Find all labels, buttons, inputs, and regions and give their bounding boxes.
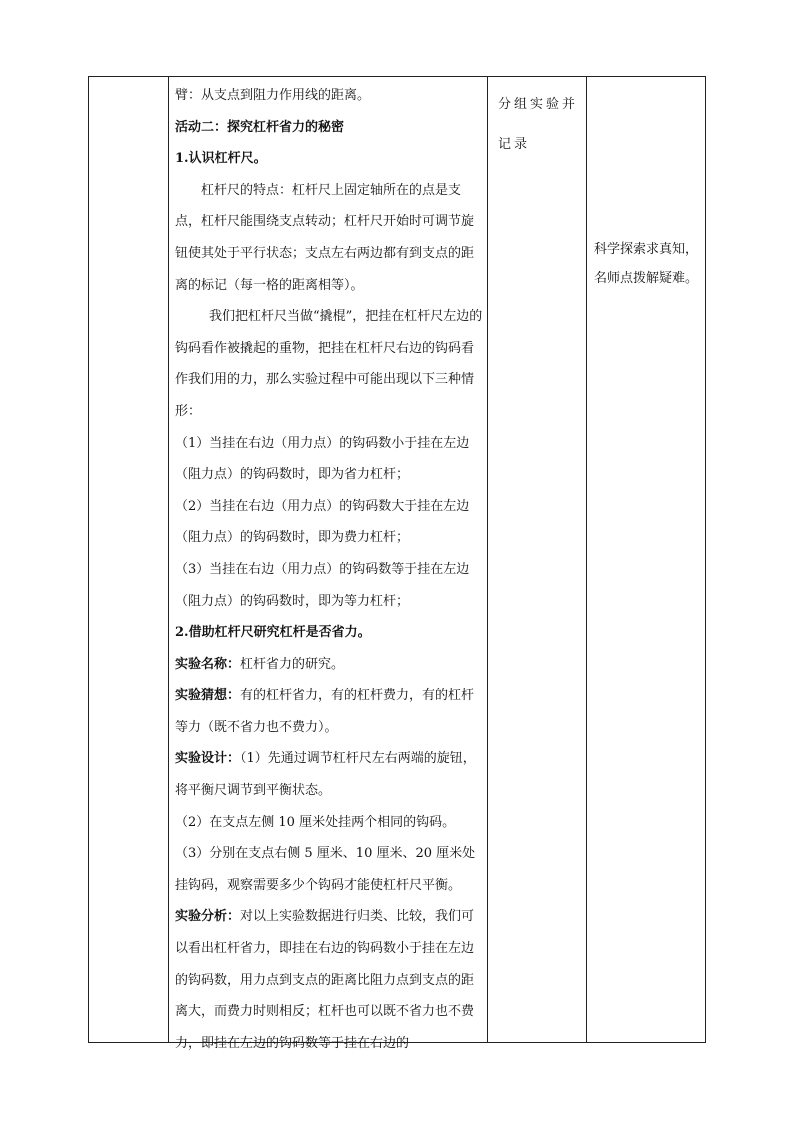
teaching-content-cell (175, 80, 483, 1059)
intent-text: 科学探索求真知， (594, 242, 699, 257)
case-item: （3）当挂在右边（用力点）的钩码数等于挂在左边（阻力点）的钩码数时，即为等力杠杆； (175, 561, 470, 609)
text: 有的杠杆省力，有的杠杆费力，有的杠杆等力（既不省力也不费力）。 (175, 688, 475, 735)
lesson-table (88, 76, 706, 1051)
student-activity-cell (498, 85, 580, 165)
text: 杠杆省力的研究。 (240, 656, 345, 672)
label: 实验猜想： (175, 688, 241, 704)
text: （1）先通过调节杠杆尺左右两端的旋钮，将平衡尺调节到平衡状态。 (175, 751, 476, 799)
design-step: （2）在支点左侧 10 厘米处挂两个相同的钩码。 (175, 814, 456, 830)
column-divider (168, 77, 169, 1042)
activity-text: 分组实验并 (498, 97, 579, 112)
experiment-design (175, 743, 483, 806)
paragraph: 我们把杠杆尺当做“撬棍”，把挂在杠杆尺左边的钩码看作被撬起的重物，把挂在杠杆尺右边的钩码看作我们用的力，那么实验过程中可能出现以下三种情形： (175, 309, 483, 419)
experiment-analysis (175, 901, 483, 1059)
label: 实验名称： (175, 656, 241, 672)
definition-line: 臂：从支点到阻力作用线的距离。 (175, 88, 371, 103)
label: 实验设计： (175, 751, 241, 767)
column-divider (586, 77, 587, 1042)
activity-text: 记录 (498, 137, 531, 152)
intent-text: 名师点拨解疑难。 (594, 271, 699, 286)
case-item: （2）当挂在右边（用力点）的钩码数大于挂在左边（阻力点）的钩码数时，即为费力杠杆； (175, 498, 470, 546)
design-step: （3）分别在支点右侧 5 厘米、10 厘米、20 厘米处挂钩码，观察需要多少个钩码才能使杠杆尺平衡。 (175, 846, 476, 893)
section-heading: 1.认识杠杆尺。 (175, 151, 267, 167)
column-divider (487, 77, 488, 1042)
activity-heading: 活动二：探究杠杆省力的秘密 (175, 119, 345, 135)
experiment-name (175, 649, 483, 681)
experiment-guess (175, 680, 483, 743)
paragraph: 杠杆尺的特点：杠杆尺上固定轴所在的点是支点，杠杆尺能围绕支点转动；杠杆尺开始时可调节旋钮使其处于平行状态；支点左右两边都有到支点的距离的标记（每一格的距离相等）。 (175, 182, 475, 293)
label: 实验分析： (175, 909, 241, 925)
case-item: （1）当挂在右边（用力点）的钩码数小于挂在左边（阻力点）的钩码数时，即为省力杠杆； (175, 435, 470, 483)
design-intent-cell (594, 235, 704, 293)
text: 对以上实验数据进行归类、比较，我们可以看出杠杆省力，即挂在右边的钩码数小于挂在左边的钩码数，用力点到支点的距离比阻力点到支点的距离大，而费力时则相反；杠杆也可以既不省力也不费力，即挂在左边的钩码数等于挂在右边的 (175, 909, 475, 1051)
section-heading: 2.借助杠杆尺研究杠杆是否省力。 (175, 625, 371, 641)
